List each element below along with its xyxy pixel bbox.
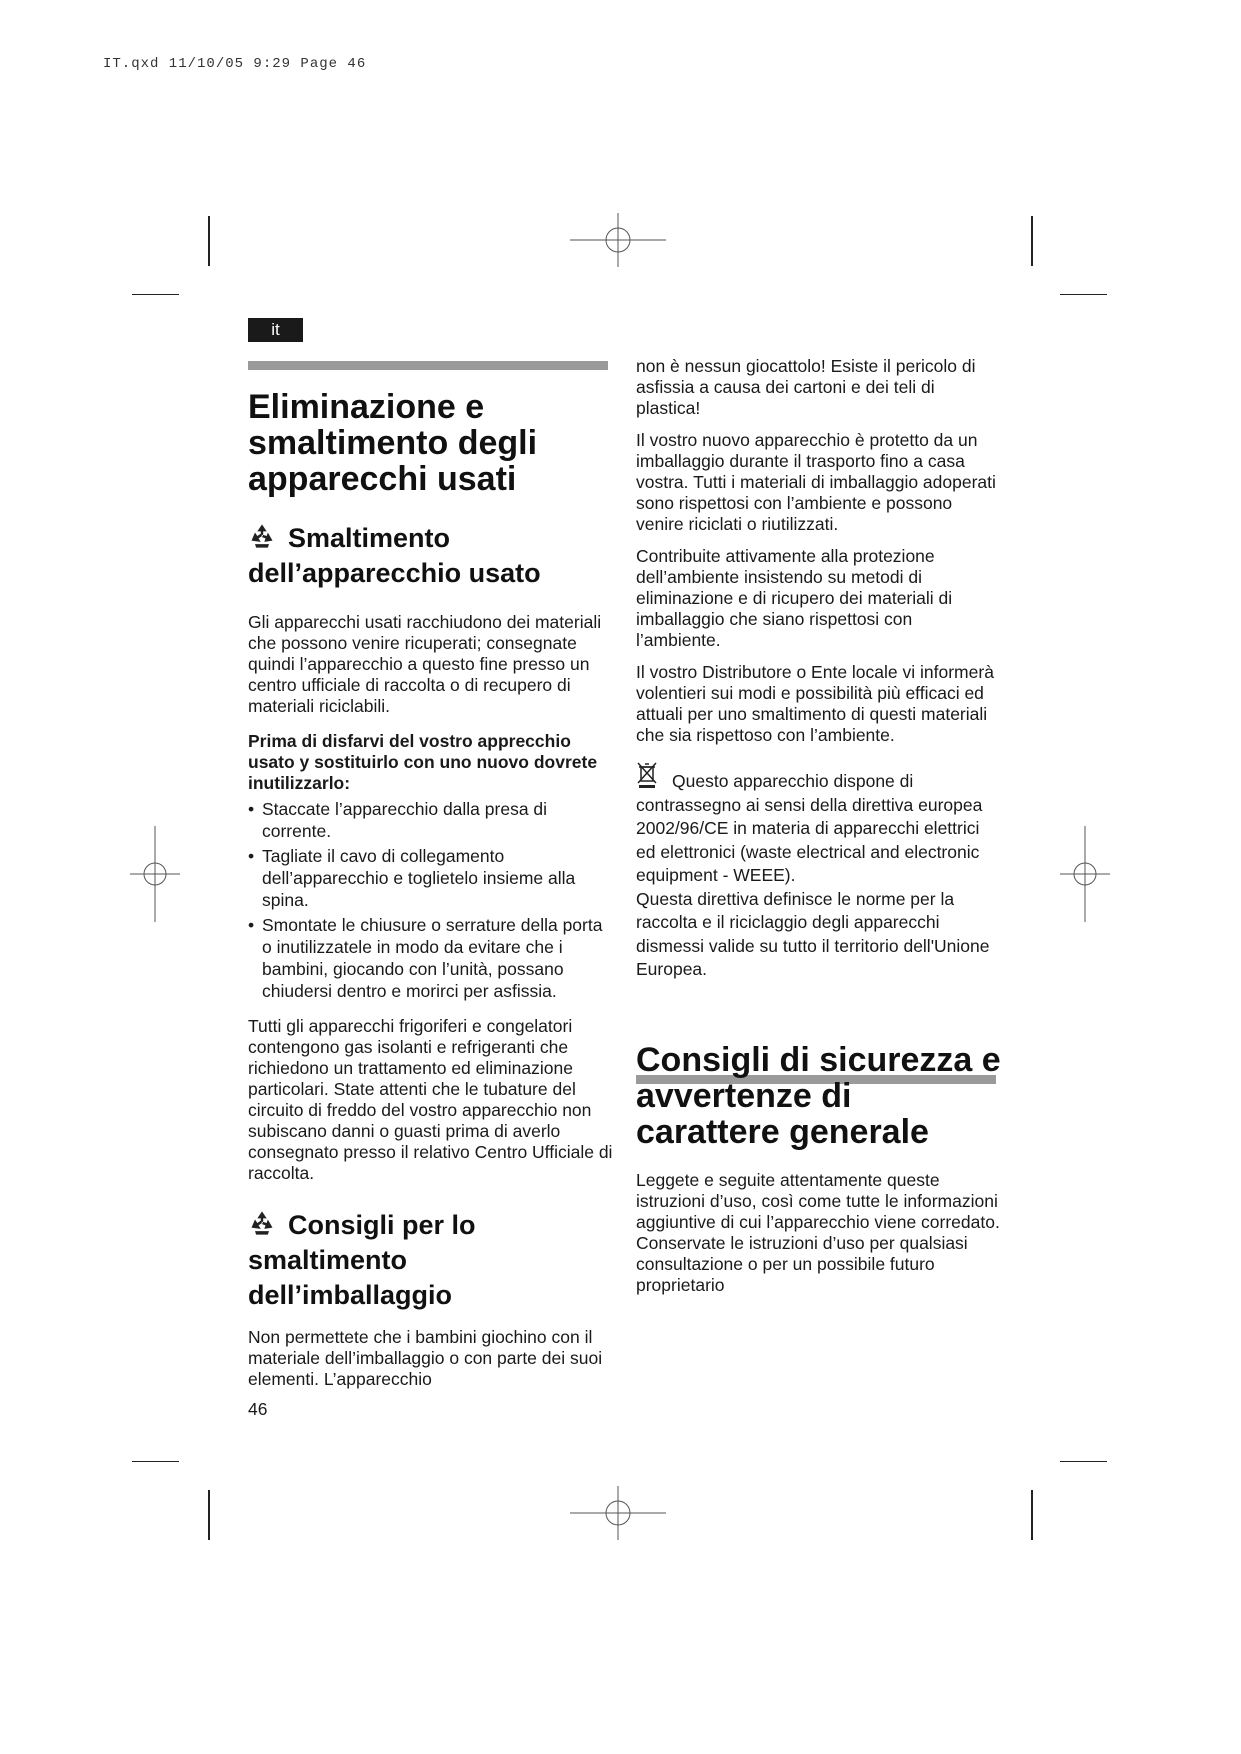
page-number: 46 [248,1399,268,1419]
language-tab: it [248,318,303,342]
weee-directive: Questa direttiva definisce le norme per la raccolta e il riciclaggio degli apparecchi dismessi valide su tutto il territorio dell'Unione Europea. [636,888,990,979]
disposal-warning: Prima di disfarvi del vostro apprecchio usato y sostituirlo con uno nuovo dovrete inutilizzarlo: [248,731,598,793]
page-title: Eliminazione e smaltimento degli apparecchi usati [248,388,538,498]
weee-note: Questo apparecchio dispone di contrassegno ai sensi della direttiva europea 2002/96/CE in materia di apparecchi elettrici ed elettronici (waste electrical and electronic equipment - WEEE). [636,761,1001,888]
right-column [636,356,1001,1296]
print-slug: IT.qxd 11/10/05 9:29 Page 46 [103,56,367,72]
safety-title: Consigli di sicurezza e avvertenze di carattere generale [636,1040,1001,1151]
packaging-intro: Non permettete che i bambini giochino con il materiale dell’imballaggio o con parte dei suoi elementi. L’apparecchio [248,1327,603,1389]
list-item: • Smontate le chiusure o serrature della porta o inutilizzatele in modo da evitare che i bambini, giocando con l’unità, possano chiudersi dentro e morirci per asfissia. [248,914,613,1002]
section-rule-left [248,361,608,370]
packaging-info: Il vostro nuovo apparecchio è protetto da un imballaggio durante il trasporto fino a casa vostra. Tutti i materiali di imballaggio adoperati sono rispettosi con l’ambiente e possono venire riciclati o riutilizzati. [636,430,996,534]
registration-mark-left [130,826,180,922]
section-heading-packaging: Consigli per lo smaltimento dell’imballaggio [248,1210,476,1310]
recycle-icon [248,1209,276,1237]
registration-mark-right [1060,826,1110,922]
crossed-bin-icon [636,761,658,789]
disposal-steps [248,798,613,1002]
refrigerant-note: Tutti gli apparecchi frigoriferi e congelatori contengono gas isolanti e refrigeranti che richiedono un trattamento ed eliminazione particolari. State attenti che le tubature del circuito di freddo del vostro apparecchio non subiscano danni o guasti prima di averlo consegnato presso il relativo Centro Ufficiale di raccolta. [248,1016,613,1183]
safety-intro: Leggete e seguite attentamente queste istruzioni d’uso, così come tutte le informazioni aggiuntive di cui l’apparecchio viene corredato. [636,1169,1000,1232]
distributor-note: Il vostro Distributore o Ente locale vi informerà volentieri sui modi e possibilità più efficaci ed attuali per uno smaltimento di questi materiali che sia rispettoso con l’ambiente. [636,662,994,745]
safety-keep-instructions: Conservate le istruzioni d’uso per qualsiasi consultazione o per un possibile futuro proprietario [636,1232,968,1295]
registration-mark-bottom [570,1486,666,1540]
list-item: • Tagliate il cavo di collegamento dell’apparecchio e toglietelo insieme alla spina. [248,845,613,911]
packaging-warning: non è nessun giocattolo! Esiste il pericolo di asfissia a causa dei cartoni e dei teli di plastica! [636,356,976,418]
disposal-intro: Gli apparecchi usati racchiudono dei materiali che possono venire ricuperati; consegnate quindi l’apparecchio a questo fine presso un centro ufficiale di raccolta o di recupero di materiali riciclabili. [248,612,602,716]
registration-mark-top [570,213,666,267]
environment-note: Contribuite attivamente alla protezione dell’ambiente insistendo su metodi di eliminazione e di ricupero dei materiali di imballaggio che siano rispettosi con l’ambiente. [636,546,953,650]
section-heading-disposal: Smaltimento dell’apparecchio usato [248,523,541,588]
left-column [248,389,613,1420]
recycle-icon [248,522,276,550]
list-item: • Staccate l’apparecchio dalla presa di corrente. [248,798,613,842]
